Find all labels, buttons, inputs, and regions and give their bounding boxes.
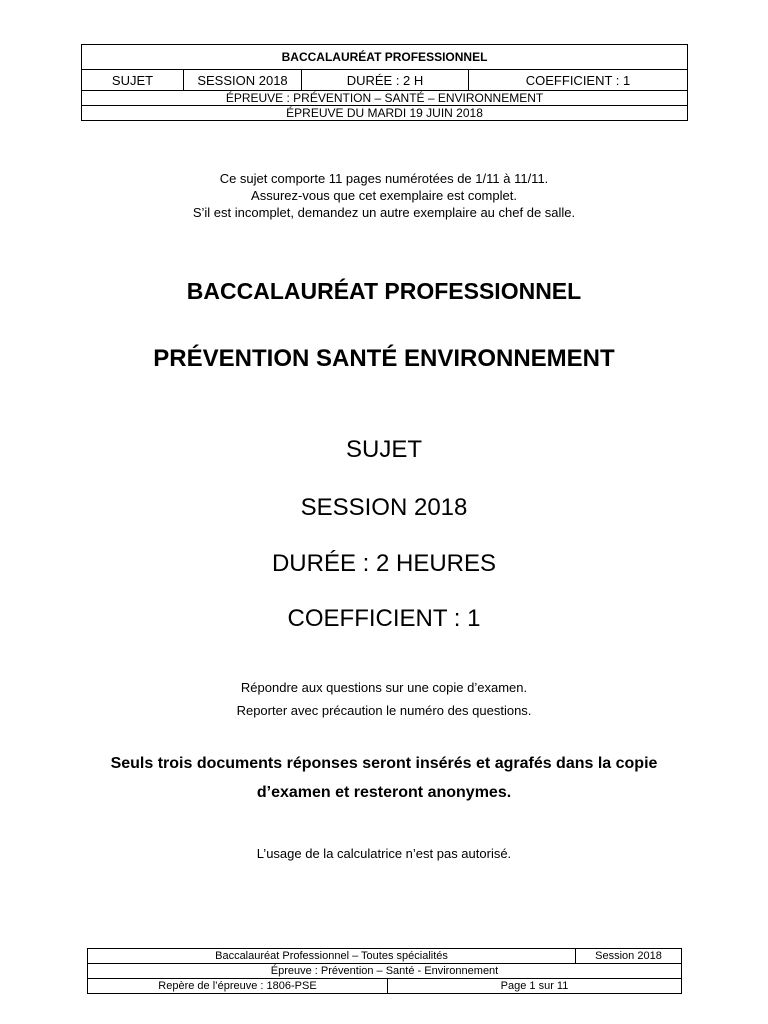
documents-note-line1: Seuls trois documents réponses seront insérés et agrafés dans la copie	[110, 755, 658, 772]
intro-incomplete: S’il est incomplet, demandez un autre exemplaire au chef de salle.	[192, 205, 576, 220]
footer-specialty: Baccalauréat Professionnel – Toutes spécialités	[88, 949, 576, 964]
main-session: SESSION 2018	[300, 494, 468, 521]
main-subject: SUJET	[345, 436, 422, 463]
header-subject: SUJET	[82, 70, 184, 91]
documents-note	[40, 749, 728, 807]
main-coefficient: COEFFICIENT : 1	[287, 605, 481, 632]
header-session: SESSION 2018	[184, 70, 302, 91]
footer-exam: Épreuve : Prévention – Santé - Environnement	[88, 964, 682, 979]
intro-check: Assurez-vous que cet exemplaire est complet.	[251, 188, 517, 203]
instruction-numbering: Reporter avec précaution le numéro des questions.	[236, 703, 532, 718]
header-table	[81, 44, 688, 121]
footer-reference: Repère de l’épreuve : 1806-PSE	[88, 979, 388, 994]
header-date: ÉPREUVE DU MARDI 19 JUIN 2018	[82, 106, 688, 121]
header-coefficient: COEFFICIENT : 1	[469, 70, 688, 91]
header-exam: ÉPREUVE : PRÉVENTION – SANTÉ – ENVIRONNEMENT	[82, 91, 688, 106]
main-title: BACCALAURÉAT PROFESSIONNEL	[186, 278, 582, 304]
footer-page: Page 1 sur 11	[388, 979, 682, 994]
instruction-answer: Répondre aux questions sur une copie d’examen.	[240, 680, 528, 695]
footer-table	[87, 948, 682, 994]
intro-pages: Ce sujet comporte 11 pages numérotées de 1/11 à 11/11.	[219, 171, 549, 186]
documents-note-line2: d’examen et resteront anonymes.	[256, 784, 512, 801]
main-duration: DURÉE : 2 HEURES	[271, 550, 497, 577]
main-subtitle: PRÉVENTION SANTÉ ENVIRONNEMENT	[153, 345, 615, 372]
calculator-note: L’usage de la calculatrice n’est pas autorisé.	[256, 846, 512, 861]
intro-block	[0, 170, 768, 221]
header-duration: DURÉE : 2 H	[302, 70, 469, 91]
footer-session: Session 2018	[576, 949, 682, 964]
instructions	[0, 676, 768, 722]
header-title: BACCALAURÉAT PROFESSIONNEL	[82, 45, 688, 70]
